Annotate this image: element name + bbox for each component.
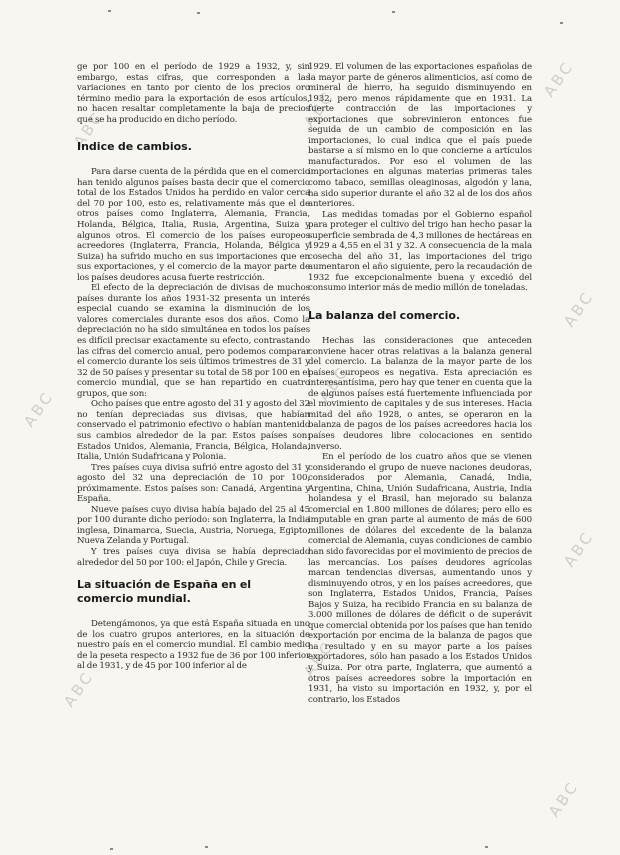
paragraph: En el período de los cuatro años que se vienen considerando el grupo de nueve naciones deudoras, considerados por Alemania, Canadá, India, Argentina, China, Unión Sudafricana, Austria, India holandesa y el Brasil, han mejorado su balanza comercial en 1.800 millones de dólares; pero ello es imputable en gran parte al aumento de más de 600 millones de dólares del excedente de la balanza comercial de Alemania, cuyas condiciones de cambio han sido favorecidas por el movimiento de precios de las mercancías. Los países deudores agrícolas marcan tendencias diversas, aumentando unos y disminuyendo otros, y en los países acreedores, que son Inglaterra, Estados Unidos, Francia, Países Bajos y Suiza, ha recibido Francia en su balanza de 3.000 millones de dólares de déficit o de superávit que comercial obtenida por los países que han tenido exportación por encima de la balanza de pagos que ha resultado y en su mayor parte a los países exportadores, sólo han pasado a los Estados Unidos y Suiza. Por otra parte, Inglaterra, que aumentó a otros países acreedores sobre la importación en 1931, ha visto su importación en 1932, y, por el contrario, los Estados [308, 452, 532, 705]
paragraph: Y tres países cuya divisa se había depreciado alrededor del 50 por 100: el Japón, Chile y Grecia. [77, 546, 310, 568]
watermark: ABC [560, 287, 598, 331]
paragraph: Tres países cuya divisa sufrió entre agosto del 31 y agosto del 32 una depreciación de 10 por 100, próximamente. Estos países son: Canadá, Argentina y España. [77, 462, 310, 505]
watermark: ABC [540, 57, 578, 101]
paragraph: Para darse cuenta de la pérdida que en el comercio han tenido algunos países basta decir que el comercio total de los Estados Unidos ha perdido en valor cerca del 70 por 100, esto es, relativamente más que el de otros países como Inglaterra, Alemania, Francia, Holanda, Bélgica, Italia, Rusia, Argentina, Suiza y algunos otros. El comercio de los países europeos acreedores (Inglaterra, Francia, Holanda, Bélgica y Suiza) ha sufrido mucho en sus importaciones que en sus exportaciones, y el comercio de la mayor parte de los países deudores acusa fuerte restricción. [77, 167, 310, 283]
watermark: ABC [560, 527, 598, 571]
section-heading: Indice de cambios. [77, 140, 192, 154]
paragraph: Detengámonos, ya que está España situada en uno de los cuatro grupos anteriores, en la situación de nuestro país en el comercio mundial. El cambio medio de la peseta respecto a 1932 fue de 36 por 100 inferior al de 1931, y de 45 por 100 inferior al de [77, 619, 310, 672]
print-speck [392, 11, 395, 13]
print-speck [205, 846, 208, 848]
right-column [308, 62, 532, 705]
section-heading: La balanza del comercio. [308, 309, 461, 323]
paragraph: 1929. El volumen de las exportaciones españolas de la mayor parte de géneros alimenticios, así como de mineral de hierro, ha seguido disminuyendo en 1932, pero menos rápidamente que en 1931. La fuerte contracción de las importaciones y exportaciones que sobrevinieron entonces fue seguida de un cambio de composición en las importaciones, lo cual indica que el país puede bastarse a sí mismo en lo que concierne a artículos manufacturados. Por eso el volumen de las importaciones en algunas materias primeras tales como tabaco, semillas oleaginosas, algodón y lana, ha sido superior durante el año 32 al de los dos años anteriores. [308, 62, 532, 210]
paragraph: ge por 100 en el período de 1929 a 1932, y, sin embargo, estas cifras, que corresponden a las variaciones en tanto por ciento de los precios oro término medio para la exportación de esos artículos, no hacen resaltar completamente la baja de precios que se ha producido en dicho período. [77, 62, 310, 125]
print-speck [485, 846, 488, 848]
watermark: ABC [300, 637, 338, 681]
print-speck [197, 12, 200, 14]
paragraph: Nueve países cuyo divisa había bajado del 25 al 45 por 100 durante dicho período: son Inglaterra, la India inglesa, Dinamarca, Suecia, Austria, Noruega, Egipto, Nueva Zelanda y Portugal. [77, 504, 310, 547]
print-speck [108, 10, 111, 12]
watermark: ABC [70, 107, 108, 151]
section-heading: La situación de España en el comercio mundial. [77, 578, 252, 606]
paragraph: Las medidas tomadas por el Gobierno español para proteger el cultivo del trigo han hecho pasar la superficie sembrada de 4,3 millones de hectáreas en 1929 a 4,55 en el 31 y 32. A consecuencia de la mala cosecha del año 31, las importaciones del trigo aumentaron el año siguiente, pero la recaudación de 1932 fue excepcionalmente buena y excedió del consumo interior más de medio millón de toneladas. [308, 209, 532, 294]
watermark: ABC [20, 387, 58, 431]
watermark: ABC [315, 362, 353, 406]
print-speck [560, 22, 563, 24]
watermark: ABC [545, 777, 583, 821]
watermark: ABC [300, 87, 338, 131]
left-column [77, 62, 310, 672]
paragraph: Ocho países que entre agosto del 31 y agosto del 32 no tenían depreciadas sus divisas, que habían conservado el patrimonio efectivo o habían mantenido sus cambios alrededor de la par. Estos países son: Estados Unidos, Alemania, Francia, Bélgica, Holanda, Italia, Unión Sudafricana y Polonia. [77, 399, 310, 463]
print-speck [110, 848, 113, 850]
paragraph: El efecto de la depreciación de divisas de muchos países durante los años 1931-32 presenta un interés especial cuando se examina la disminución de los valores comerciales durante esos dos años. Como la depreciación no ha sido simultánea en todos los países es difícil precisar exactamente su efecto, contrastando las cifras del comercio anual, pero podemos comparar el comercio durante los seis últimos trimestres de 31 y 32 de 50 países y presentar su total de 58 por 100 en el comercio mundial, que se han repartido en cuatro grupos, que son: [77, 283, 310, 399]
watermark: ABC [60, 667, 98, 711]
paragraph: Hechas las consideraciones que anteceden conviene hacer otras relativas a la balanza general del comercio. La balanza de la mayor parte de los países europeos es negativa. Esta apreciación es interesantísima, pero hay que tener en cuenta que la de algunos países está fuertemente influenciada por el movimiento de capitales y de sus intereses. Hacia mitad del año 1928, o antes, se operaron en la balanza de pagos de los países acreedores hacia los países deudores libre colocaciones en sentido inverso. [308, 336, 532, 452]
